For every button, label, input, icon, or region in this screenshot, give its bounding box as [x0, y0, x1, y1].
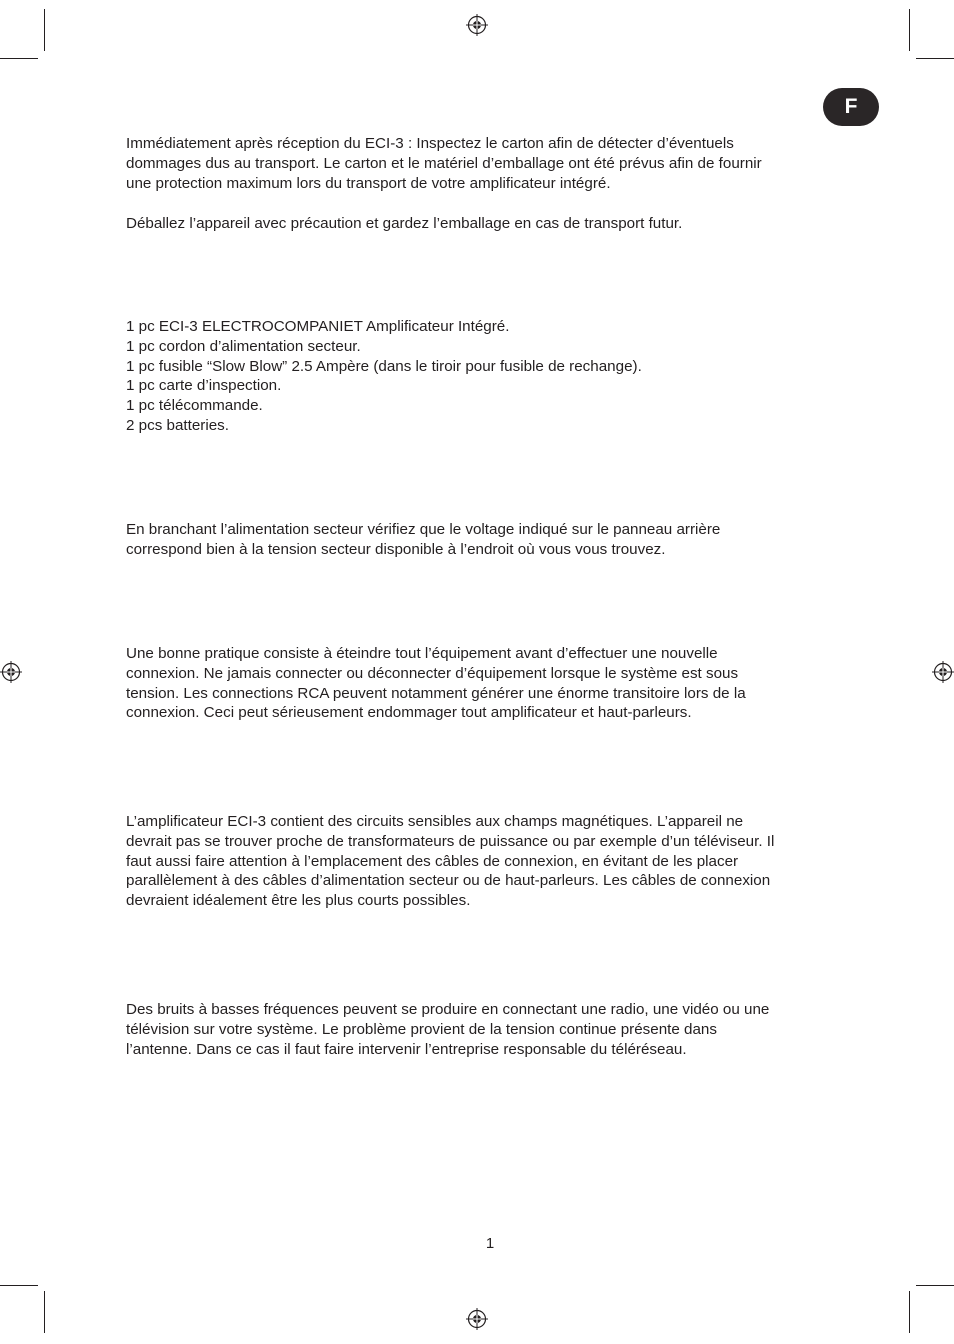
crop-mark-top-left-horizontal [0, 58, 38, 59]
registration-target-icon [932, 661, 954, 683]
paragraph-mains-voltage: En branchant l’alimentation secteur vérifiez que le voltage indiqué sur le panneau arrière correspond bien à la tension secteur disponible à l’endroit où vous vous trouvez. [126, 521, 721, 558]
registration-target-icon [466, 1308, 488, 1330]
list-item: 1 pc cordon d’alimentation secteur. [126, 337, 361, 355]
paragraph-connections: Une bonne pratique consiste à éteindre tout l’équipement avant d’effectuer une nouvelle connexion. Ne jamais connecter ou déconnecter d’équipement lorsque le système est sous tension. Les connections RCA peuvent notamment générer une énorme transitoire lors de la connexion. Ceci peut sérieusement endommager tout amplificateur et haut-parleurs. [126, 645, 746, 722]
page-number: 1 [485, 1235, 495, 1252]
crop-mark-bottom-left-vertical [44, 1291, 45, 1333]
registration-target-icon [0, 661, 22, 683]
paragraph-unpacking-inspect: Immédiatement après réception du ECI-3 : Inspectez le carton afin de détecter d’éventuels dommages dus au transport. Le carton et le matériel d’emballage ont été prévus afin de fournir une protection maximum lors du transport de votre amplificateur intégré. [126, 135, 762, 192]
list-item: 2 pcs batteries. [126, 416, 229, 434]
paragraph-unpacking-keep: Déballez l’appareil avec précaution et gardez l’emballage en cas de transport futur. [126, 215, 683, 232]
crop-mark-top-left-vertical [44, 9, 45, 51]
list-item: 1 pc carte d’inspection. [126, 377, 282, 395]
crop-mark-bottom-right-horizontal [916, 1285, 954, 1286]
language-badge: F [823, 88, 879, 126]
list-item: 1 pc ECI-3 ELECTROCOMPANIET Amplificateur Intégré. [126, 318, 510, 335]
crop-mark-top-right-vertical [909, 9, 910, 51]
paragraph-low-frequency-noise: Des bruits à basses fréquences peuvent se produire en connectant une radio, une vidéo ou une télévision sur votre système. Le problème provient de la tension continue présente dans l’antenne. Dans ce cas il faut faire intervenir l’entreprise responsable du téléréseau. [126, 1001, 770, 1058]
list-item: 1 pc fusible “Slow Blow” 2.5 Ampère (dans le tiroir pour fusible de rechange). [126, 357, 642, 375]
crop-mark-bottom-left-horizontal [0, 1285, 38, 1286]
crop-mark-top-right-horizontal [916, 58, 954, 59]
paragraph-magnetic-fields: L’amplificateur ECI-3 contient des circuits sensibles aux champs magnétiques. L’appareil ne devrait pas se trouver proche de transformateurs de puissance ou par exemple d’un téléviseur. Il faut aussi faire attention à l’emplacement des câbles de connexion, en évitant de les placer parallèlement à des câbles d’alimentation secteur ou de haut-parleurs. Les câbles de connexion devraient idéalement être les plus courts possibles. [126, 813, 775, 910]
registration-target-icon [466, 14, 488, 36]
package-contents-list [126, 317, 856, 436]
list-item: 1 pc télécommande. [126, 397, 263, 415]
crop-mark-bottom-right-vertical [909, 1291, 910, 1333]
